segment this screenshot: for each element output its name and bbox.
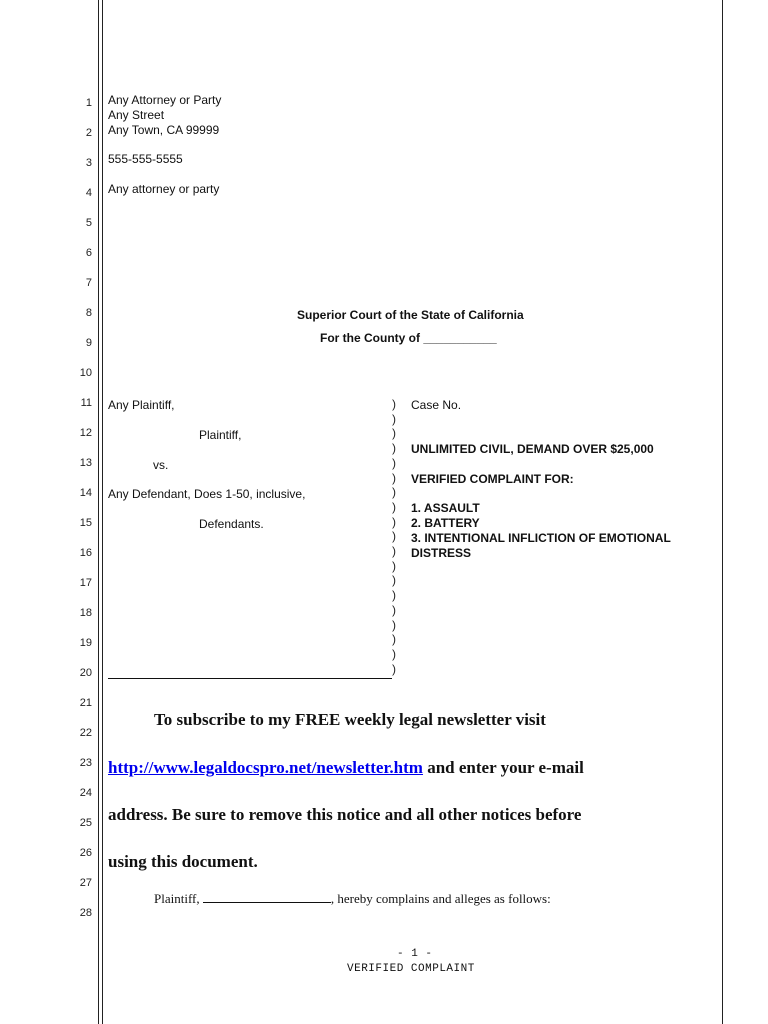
line-number: 23 [79, 757, 92, 769]
versus: vs. [153, 458, 169, 472]
caption-paren: ) [392, 602, 396, 617]
intro-lead: Plaintiff, [154, 891, 203, 906]
notice-line-3: address. Be sure to remove this notice and all other notices before [108, 805, 582, 824]
attorney-city: Any Town, CA 99999 [108, 123, 220, 137]
caption-paren: ) [392, 455, 396, 470]
cause-2: 2. BATTERY [411, 516, 480, 530]
line-number: 10 [79, 367, 92, 379]
complaint-intro [154, 890, 551, 907]
line-number: 12 [79, 427, 92, 439]
line-number: 14 [79, 487, 92, 499]
line-number: 18 [79, 607, 92, 619]
line-number: 6 [85, 247, 92, 259]
caption-paren: ) [392, 558, 396, 573]
line-number: 19 [79, 637, 92, 649]
footer-page-number: - 1 - [397, 948, 433, 960]
line-number: 4 [85, 187, 92, 199]
caption-paren: ) [392, 529, 396, 544]
caption-paren: ) [392, 544, 396, 559]
cause-3-cont: DISTRESS [411, 546, 472, 560]
line-number: 7 [85, 277, 92, 289]
caption-paren: ) [392, 514, 396, 529]
attorney-for: Any attorney or party [108, 182, 220, 196]
notice-line-1: To subscribe to my FREE weekly legal newsletter visit [154, 710, 546, 729]
line-number: 2 [85, 127, 92, 139]
caption-paren: ) [392, 661, 396, 676]
line-number: 27 [79, 877, 92, 889]
line-number: 11 [80, 397, 92, 409]
caption-paren: ) [392, 499, 396, 514]
attorney-phone: 555-555-5555 [108, 152, 183, 166]
line-number: 15 [79, 517, 92, 529]
line-number: 9 [85, 337, 92, 349]
line-number: 1 [85, 97, 92, 109]
caption-paren: ) [392, 646, 396, 661]
attorney-street: Any Street [108, 108, 165, 122]
right-margin-rule [722, 0, 723, 1024]
cause-3: 3. INTENTIONAL INFLICTION OF EMOTIONAL [411, 531, 671, 545]
cause-1: 1. ASSAULT [411, 501, 480, 515]
left-margin-rule-2 [102, 0, 103, 1024]
complaint-title: VERIFIED COMPLAINT FOR: [411, 472, 574, 486]
line-number: 28 [79, 907, 92, 919]
jurisdiction-line: UNLIMITED CIVIL, DEMAND OVER $25,000 [411, 442, 654, 456]
notice-line-2 [108, 758, 584, 778]
caption-paren: ) [392, 617, 396, 632]
caption-parentheses [392, 397, 396, 676]
defendant-name: Any Defendant, Does 1-50, inclusive, [108, 487, 306, 501]
line-number: 13 [79, 457, 92, 469]
case-number-label: Case No. [411, 398, 462, 412]
caption-paren: ) [392, 426, 396, 441]
intro-tail: , hereby complains and alleges as follows: [330, 891, 551, 906]
defendant-role: Defendants. [199, 517, 264, 531]
court-county: For the County of ___________ [320, 331, 497, 345]
line-number: 5 [85, 217, 92, 229]
plaintiff-name: Any Plaintiff, [108, 398, 175, 412]
footer-title: VERIFIED COMPLAINT [347, 963, 475, 975]
line-number: 25 [79, 817, 92, 829]
notice-line-2-rest: and enter your e-mail [422, 758, 584, 777]
line-number: 3 [85, 157, 92, 169]
court-name: Superior Court of the State of California [297, 308, 524, 322]
newsletter-link[interactable]: http://www.legaldocspro.net/newsletter.htm [108, 758, 423, 777]
plaintiff-role: Plaintiff, [199, 428, 242, 442]
notice-line-4: using this document. [108, 852, 258, 871]
attorney-name: Any Attorney or Party [108, 93, 222, 107]
line-number: 17 [79, 577, 92, 589]
line-number: 8 [85, 307, 92, 319]
caption-paren: ) [392, 470, 396, 485]
caption-underline [108, 678, 392, 679]
line-number: 20 [79, 667, 92, 679]
caption-paren: ) [392, 411, 396, 426]
line-number: 21 [79, 697, 92, 709]
caption-paren: ) [392, 573, 396, 588]
left-margin-rule-1 [98, 0, 99, 1024]
caption-paren: ) [392, 485, 396, 500]
line-number: 16 [79, 547, 92, 559]
plaintiff-name-blank [203, 890, 331, 903]
caption-paren: ) [392, 441, 396, 456]
line-number: 26 [79, 847, 92, 859]
caption-paren: ) [392, 588, 396, 603]
caption-paren: ) [392, 397, 396, 411]
line-number: 22 [79, 727, 92, 739]
caption-paren: ) [392, 632, 396, 647]
line-number: 24 [79, 787, 92, 799]
